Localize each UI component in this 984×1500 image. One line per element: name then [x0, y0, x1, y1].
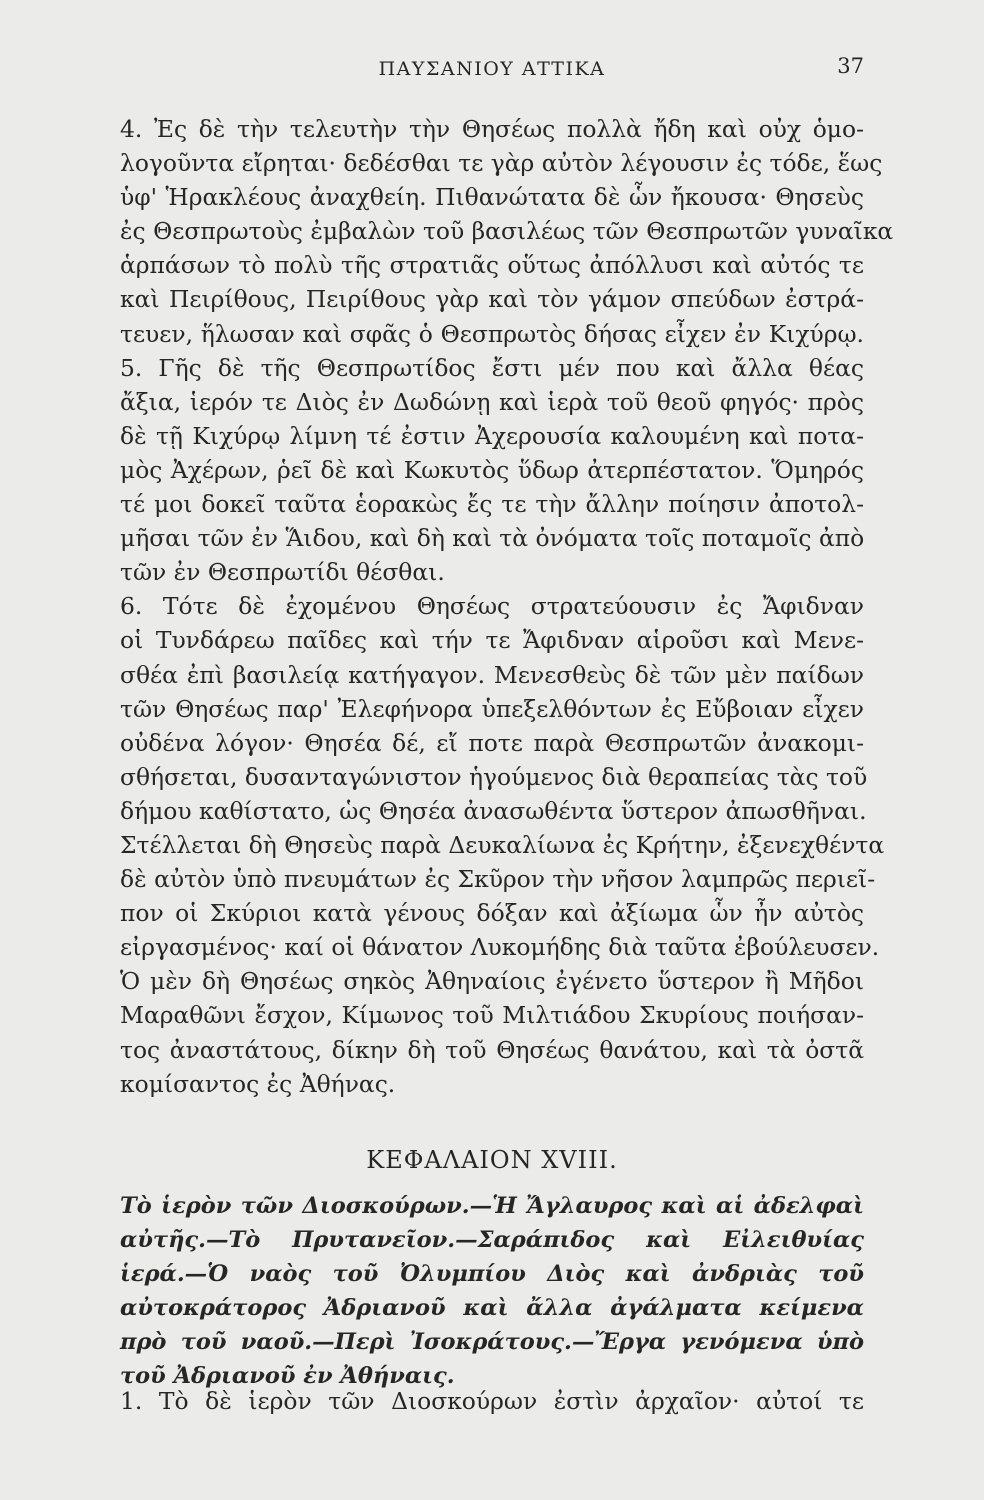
- text-line: πρὸ τοῦ ναοῦ.—Περὶ Ἰσοκράτους.—Ἔργα γενόμενα ὑπὸ: [120, 1329, 864, 1355]
- text-line: 5. Γῆς δὲ τῆς Θεσπρωτίδος ἔστι μέν που καὶ ἄλλα θέας: [120, 353, 864, 382]
- text-line: τος ἀναστάτους, δίκην δὴ τοῦ Θησέως θανάτου, καὶ τὰ ὀστᾶ: [120, 1035, 864, 1064]
- text-line: σθήσεται, δυσανταγώνιστον ἡγούμενος διὰ θεραπείας τὰς τοῦ: [120, 762, 868, 791]
- text-line: 4. Ἐς δὲ τὴν τελευτὴν τὴν Θησέως πολλὰ ἤδη καὶ οὐχ ὁμο-: [120, 115, 864, 143]
- text-line: 1. Τὸ δὲ ἱερὸν τῶν Διοσκούρων ἐστὶν ἀρχαῖον· αὐτοί τε: [120, 1387, 864, 1415]
- text-line: ἱερά.—Ὁ ναὸς τοῦ Ὀλυμπίου Διὸς καὶ ἀνδριὰς τοῦ: [120, 1261, 864, 1287]
- text-line: ὑφ' Ἡρακλέους ἀναχθείη. Πιθανώτατα δὲ ὧν ἤκουσα· Θησεὺς: [120, 183, 864, 212]
- text-line: Στέλλεται δὴ Θησεὺς παρὰ Δευκαλίωνα ἐς Κρήτην, ἐξενεχθέντα: [120, 830, 885, 859]
- text-line: Τὸ ἱερὸν τῶν Διοσκούρων.—Ἡ Ἄγλαυρος καὶ αἱ ἀδελφαὶ: [120, 1193, 864, 1219]
- chapter-opening: [120, 1384, 864, 1418]
- text-line: μὸς Ἀχέρων, ῥεῖ δὲ καὶ Κωκυτὸς ὕδωρ ἀτερπέστατον. Ὅμηρός: [120, 455, 864, 484]
- text-line: τῶν ἐν Θεσπρωτίδι θέσθαι.: [120, 558, 445, 587]
- running-title: ΠΑΥΣΑΝΙΟΥ ΑΤΤΙΚΑ: [378, 58, 606, 80]
- text-line: ἁρπάσων τὸ πολὺ τῆς στρατιᾶς οὕτως ἀπόλλυσι καὶ αὐτός τε: [120, 251, 864, 280]
- text-line: Μαραθῶνι ἔσχον, Κίμωνος τοῦ Μιλτιάδου Σκυρίους ποιήσαν-: [120, 1001, 864, 1030]
- text-line: κομίσαντος ἐς Ἀθήνας.: [120, 1069, 396, 1098]
- text-line: 6. Τότε δὲ ἐχομένου Θησέως στρατεύουσιν ἐς Ἄφιδναν: [120, 592, 864, 621]
- text-line: δὲ τῇ Κιχύρῳ λίμνη τέ ἐστιν Ἀχερουσία καλουμένη καὶ ποτα-: [120, 421, 864, 450]
- text-line: δὲ αὐτὸν ὑπὸ πνευμάτων ἐς Σκῦρον τὴν νῆσον λαμπρῶς περιεῖ-: [120, 865, 876, 894]
- page-number: 37: [837, 54, 864, 78]
- text-line: ἐς Θεσπρωτοὺς ἐμβαλὼν τοῦ βασιλέως τῶν Θεσπρωτῶν γυναῖκα: [120, 217, 894, 246]
- text-line: Ὁ μὲν δὴ Θησέως σηκὸς Ἀθηναίοις ἐγένετο ὕστερον ἢ Μῆδοι: [120, 967, 864, 996]
- text-line: μῆσαι τῶν ἐν Ἅιδου, καὶ δὴ καὶ τὰ ὀνόματα τοῖς ποταμοῖς ἀπὸ: [120, 524, 865, 553]
- text-line: εἰργασμένος· καί οἱ θάνατον Λυκομήδης διὰ ταῦτα ἐβούλευσεν.: [120, 933, 880, 962]
- text-line: οἱ Τυνδάρεω παῖδες καὶ τήν τε Ἄφιδναν αἱροῦσι καὶ Μενε-: [120, 626, 864, 655]
- text-line: καὶ Πειρίθους, Πειρίθους γὰρ καὶ τὸν γάμον σπεύδων ἐστρά-: [120, 285, 864, 314]
- text-line: τέ μοι δοκεῖ ταῦτα ἑορακὼς ἔς τε τὴν ἄλλην ποίησιν ἀποτολ-: [120, 490, 864, 519]
- text-line: τῶν Θησέως παρ' Ἐλεφήνορα ὑπεξελθόντων ἐς Εὔβοιαν εἶχεν: [120, 694, 864, 723]
- text-line: πον οἱ Σκύριοι κατὰ γένους δόξαν καὶ ἀξίωμα ὧν ἦν αὐτὸς: [120, 899, 864, 928]
- text-line: ἄξια, ἱερόν τε Διὸς ἐν Δωδώνῃ καὶ ἱερὰ τοῦ θεοῦ φηγός· πρὸς: [120, 387, 864, 416]
- text-line: τοῦ Ἀδριανοῦ ἐν Ἀθήναις.: [120, 1363, 455, 1389]
- chapter-summary: [120, 1189, 864, 1393]
- text-line: οὐδένα λόγον· Θησέα δέ, εἴ ποτε παρὰ Θεσπρωτῶν ἀνακομι-: [120, 728, 864, 757]
- text-line: σθέα ἐπὶ βασιλείᾳ κατήγαγον. Μενεσθεὺς δὲ τῶν μὲν παίδων: [120, 660, 864, 689]
- text-line: τευεν, ἥλωσαν καὶ σφᾶς ὁ Θεσπρωτὸς δήσας εἶχεν ἐν Κιχύρῳ.: [120, 319, 864, 348]
- chapter-heading: ΚΕΦΑΛΑΙΟΝ XVIII.: [366, 1146, 618, 1174]
- text-line: λογοῦντα εἴρηται· δεδέσθαι τε γὰρ αὐτὸν λέγουσιν ἐς τόδε, ἕως: [120, 149, 883, 178]
- text-line: δήμου καθίστατο, ὡς Θησέα ἀνασωθέντα ὕστερον ἀπωσθῆναι.: [120, 796, 867, 825]
- text-line: αὐτῆς.—Τὸ Πρυτανεῖον.—Σαράπιδος καὶ Εἰλειθυίας: [120, 1227, 864, 1253]
- running-head: [120, 54, 864, 88]
- text-line: αὐτοκράτορος Ἀδριανοῦ καὶ ἄλλα ἀγάλματα κείμενα: [120, 1295, 864, 1321]
- body-text: [120, 112, 894, 1101]
